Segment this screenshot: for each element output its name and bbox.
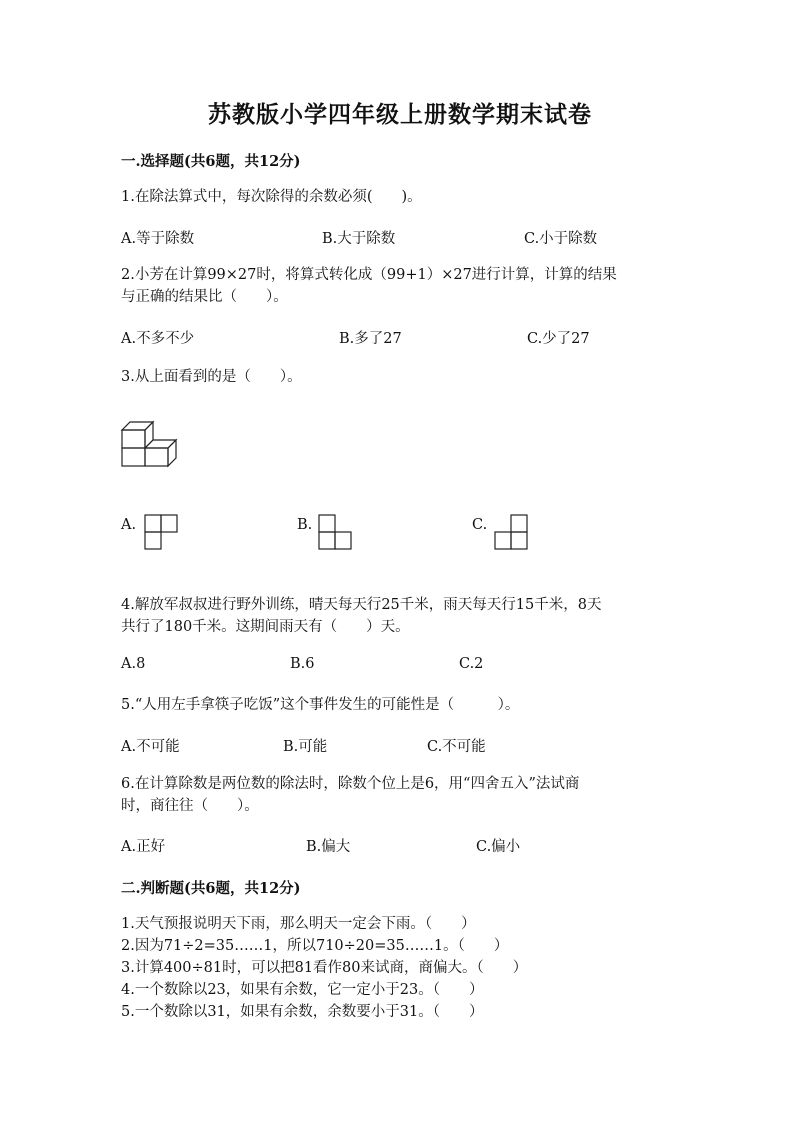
question-6-line-1: 6.在计算除数是两位数的除法时，除数个位上是6，用“四舍五入”法试商 [121,776,580,792]
q5-option-a: A.不可能 [121,739,180,755]
q3-option-b: B. [297,517,313,533]
tf-item-2: 2.因为71÷2=35……1，所以710÷20=35……1。（ ） [121,938,509,954]
section-heading-choice: 一.选择题(共6题，共12分) [121,153,301,170]
q1-option-b: B.大于除数 [322,231,396,247]
q3-option-a-shape [144,514,178,550]
tf-item-5: 5.一个数除以31，如果有余数，余数要小于31。（ ） [121,1004,484,1020]
q3-option-c: C. [472,517,488,533]
tf-item-4: 4.一个数除以23，如果有余数，它一定小于23。（ ） [121,982,484,998]
q1-option-c: C.小于除数 [524,231,598,247]
question-5: 5.“人用左手拿筷子吃饭”这个事件发生的可能性是（ ）。 [121,697,520,713]
q3-option-a: A. [121,517,137,533]
question-6-line-2: 时，商往往（ ）。 [121,798,259,814]
question-2-line-1: 2.小芳在计算99×27时，将算式转化成（99+1）×27进行计算，计算的结果 [121,267,617,283]
question-3: 3.从上面看到的是（ ）。 [121,369,302,385]
q2-option-a: A.不多不少 [121,331,195,347]
q4-option-a: A.8 [121,656,146,672]
q6-option-a: A.正好 [121,839,166,855]
q2-option-b: B.多了27 [339,331,402,347]
q5-option-c: C.不可能 [427,739,486,755]
question-4-line-1: 4.解放军叔叔进行野外训练，晴天每天行25千米，雨天每天行15千米，8天 [121,597,602,613]
question-4-line-2: 共行了180千米。这期间雨天有（ ）天。 [121,619,410,635]
q6-option-b: B.偏大 [306,839,351,855]
q5-option-b: B.可能 [283,739,328,755]
q1-option-a: A.等于除数 [121,231,195,247]
question-2-line-2: 与正确的结果比（ ）。 [121,289,288,305]
question-1: 1.在除法算式中，每次除得的余数必须( )。 [121,189,422,205]
section-heading-true-false: 二.判断题(共6题，共12分) [121,880,301,897]
q4-option-c: C.2 [459,656,484,672]
q3-option-b-shape [318,514,352,550]
q6-option-c: C.偏小 [476,839,521,855]
page-title: 苏教版小学四年级上册数学期末试卷 [208,101,592,128]
cube-stack-figure [120,418,182,470]
q3-option-c-shape [494,514,528,550]
q4-option-b: B.6 [290,656,315,672]
tf-item-1: 1.天气预报说明天下雨，那么明天一定会下雨。（ ） [121,916,476,932]
q2-option-c: C.少了27 [527,331,590,347]
tf-item-3: 3.计算400÷81时，可以把81看作80来试商，商偏大。（ ） [121,960,528,976]
